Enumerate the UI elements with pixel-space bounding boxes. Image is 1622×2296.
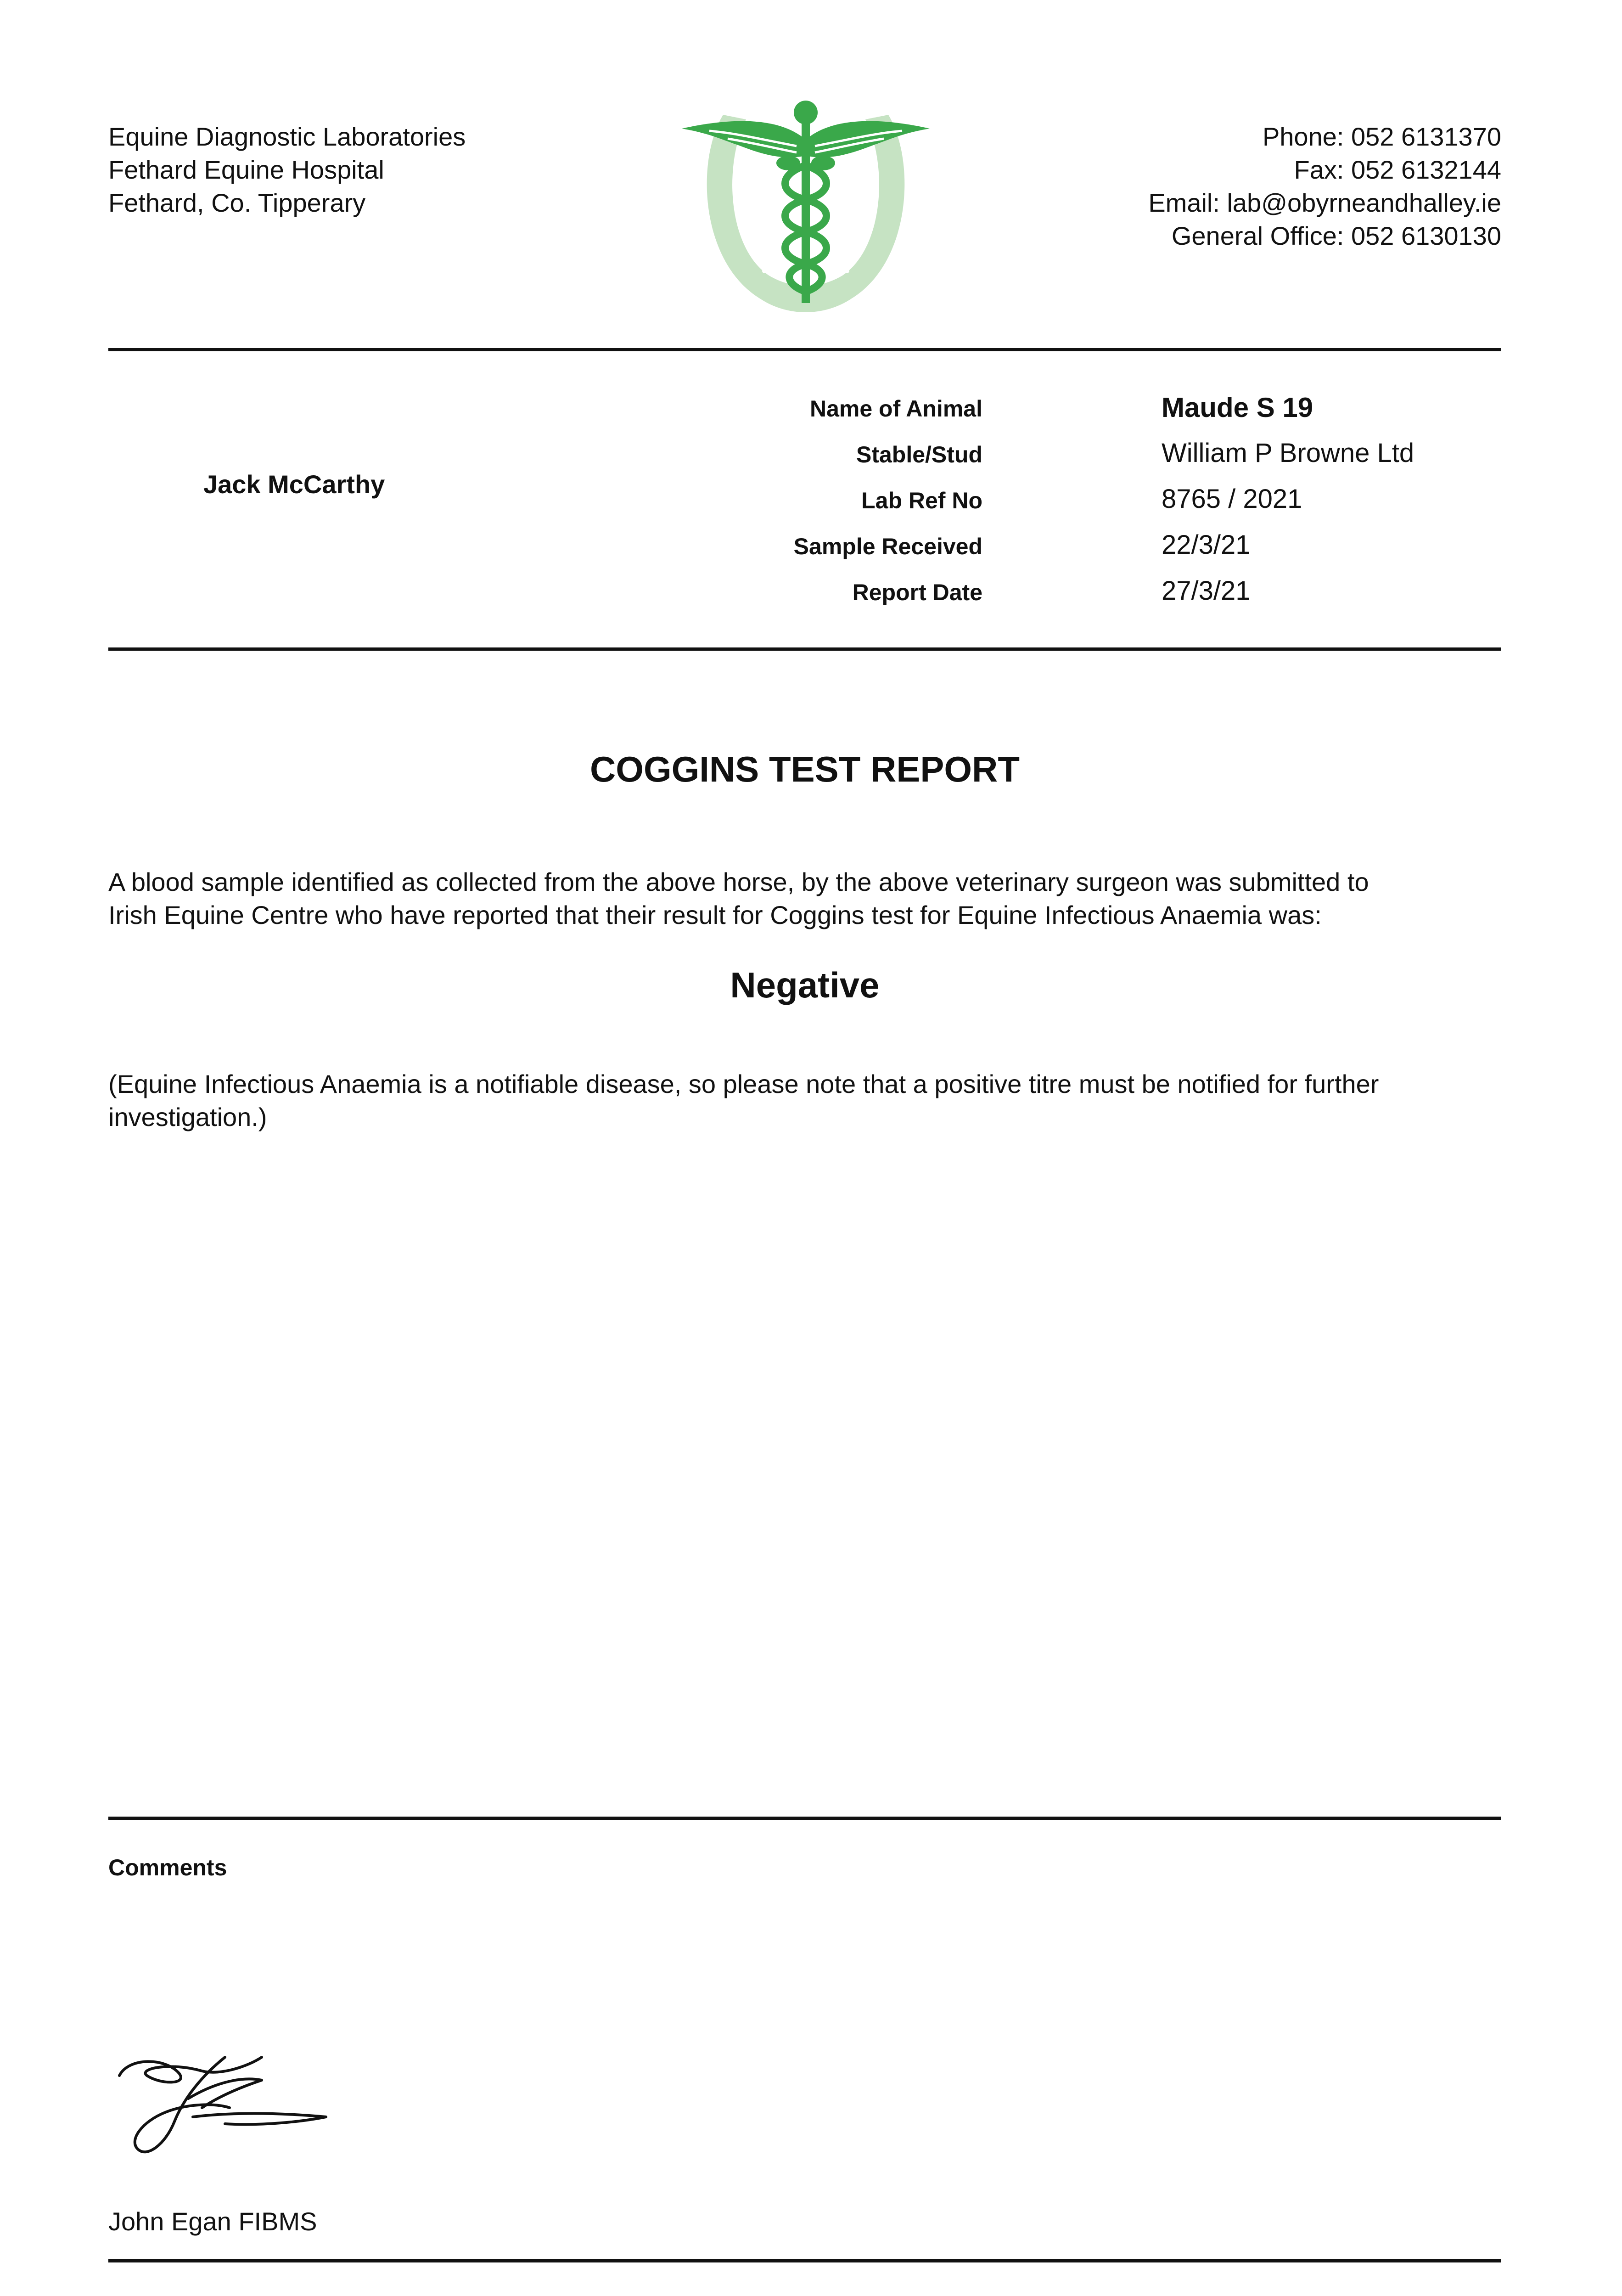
detail-value: Maude S 19 xyxy=(1162,392,1313,423)
report-title: COGGINS TEST REPORT xyxy=(589,749,1020,789)
contact-email: Email: lab@obyrneandhalley.ie xyxy=(1148,188,1501,217)
address-line: Fethard, Co. Tipperary xyxy=(108,188,366,217)
note-line: (Equine Infectious Anaemia is a notifiable disease, so please note that a positive titre must be notified for further xyxy=(108,1069,1379,1098)
detail-row xyxy=(753,575,1533,606)
divider xyxy=(108,1817,1501,1820)
comments-label: Comments xyxy=(108,1855,227,1880)
address-line: Equine Diagnostic Laboratories xyxy=(108,122,466,151)
detail-row xyxy=(753,529,1533,560)
detail-value: 27/3/21 xyxy=(1162,576,1251,606)
handwritten-signature xyxy=(110,2048,349,2177)
detail-label: Report Date xyxy=(852,580,982,605)
lab-contact xyxy=(1033,120,1501,253)
lab-address xyxy=(108,120,466,219)
veterinary-surgeon-name: Jack McCarthy xyxy=(203,470,385,499)
detail-value: 22/3/21 xyxy=(1162,530,1251,560)
detail-value: William P Browne Ltd xyxy=(1162,438,1414,468)
detail-row xyxy=(753,484,1533,514)
note-line: investigation.) xyxy=(108,1103,267,1131)
divider xyxy=(108,348,1501,351)
contact-fax: Fax: 052 6132144 xyxy=(1294,155,1501,184)
detail-label: Sample Received xyxy=(793,534,982,559)
intro-line: Irish Equine Centre who have reported that their result for Coggins test for Equine Infectious Anaemia was: xyxy=(108,900,1322,929)
report-note xyxy=(108,1068,1513,1134)
contact-phone: Phone: 052 6131370 xyxy=(1262,122,1501,151)
detail-label: Stable/Stud xyxy=(856,442,982,467)
contact-general-office: General Office: 052 6130130 xyxy=(1171,221,1501,250)
detail-label: Name of Animal xyxy=(809,396,982,422)
divider xyxy=(108,647,1501,651)
detail-row xyxy=(753,438,1533,468)
signer-name: John Egan FIBMS xyxy=(108,2207,317,2236)
divider xyxy=(108,2259,1501,2262)
address-line: Fethard Equine Hospital xyxy=(108,155,384,184)
detail-row xyxy=(753,392,1533,423)
detail-label: Lab Ref No xyxy=(861,488,982,513)
intro-line: A blood sample identified as collected from the above horse, by the above veterinary surgeon was submitted to xyxy=(108,867,1369,896)
detail-value: 8765 / 2021 xyxy=(1162,484,1302,514)
caduceus-horseshoe-icon xyxy=(668,87,943,326)
test-result: Negative xyxy=(730,965,880,1005)
report-intro xyxy=(108,866,1513,932)
